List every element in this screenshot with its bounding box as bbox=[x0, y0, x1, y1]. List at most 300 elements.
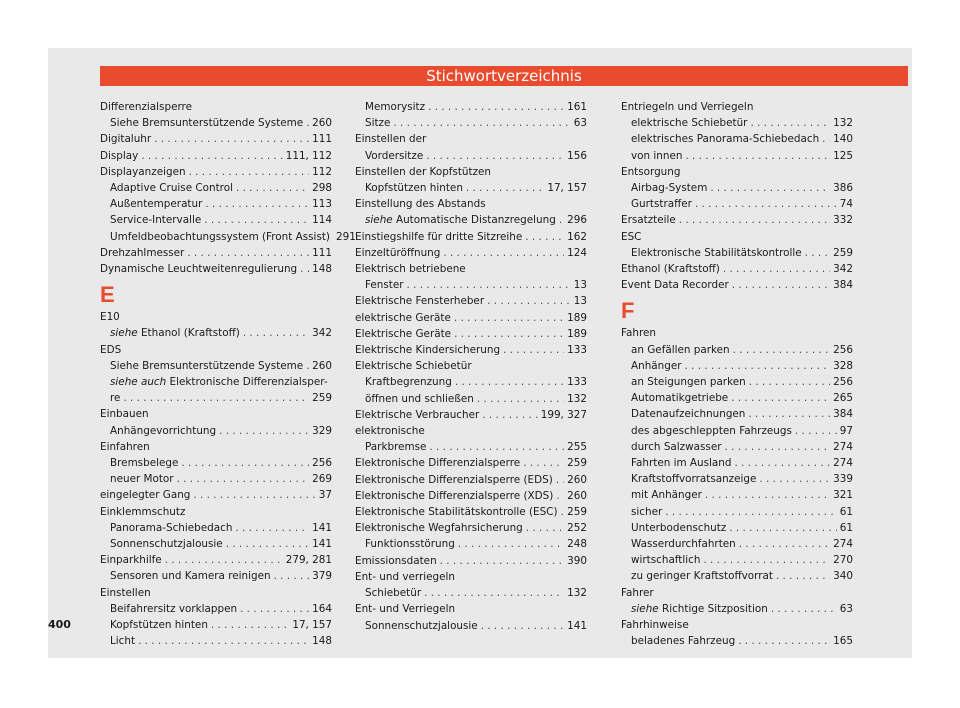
section-letter: F bbox=[621, 298, 635, 324]
entry-text: Schiebetür bbox=[365, 587, 422, 600]
index-subentry bbox=[621, 148, 853, 164]
entry-text: Funktionsstörung bbox=[365, 538, 455, 551]
leader-dots bbox=[455, 374, 564, 390]
page-ref: 148 bbox=[312, 263, 332, 276]
index-entry bbox=[100, 487, 332, 503]
entry-text: Elektronische Stabilitätskontrolle bbox=[631, 246, 802, 259]
page-ref: 141 bbox=[312, 521, 332, 534]
entry-label bbox=[110, 196, 202, 212]
page-ref: 270 bbox=[833, 554, 853, 567]
page-ref: 17, 157 bbox=[547, 182, 587, 195]
page-ref: 269 bbox=[312, 473, 332, 486]
entry-label bbox=[365, 277, 404, 293]
leader-dots bbox=[705, 487, 830, 503]
page-ref: 321 bbox=[833, 489, 853, 502]
leader-dots bbox=[429, 439, 564, 455]
entry-text: elektrisches Panorama-Schiebedach bbox=[631, 133, 820, 146]
entry-label bbox=[110, 536, 223, 552]
index-subentry bbox=[100, 568, 332, 584]
entry-label bbox=[621, 212, 676, 228]
entry-text: Sensoren und Kamera reinigen bbox=[110, 570, 271, 583]
leader-dots bbox=[407, 277, 571, 293]
index-entry bbox=[355, 407, 587, 423]
page-ref: 124 bbox=[567, 246, 587, 259]
entry-text: Fahrten im Ausland bbox=[631, 457, 732, 470]
entry-text: Displayanzeigen bbox=[100, 165, 186, 178]
index-heading: Elektrisch betriebene bbox=[355, 263, 466, 276]
page-ref: 342 bbox=[833, 263, 853, 276]
leader-dots bbox=[424, 585, 564, 601]
entry-label bbox=[100, 148, 138, 164]
leader-dots bbox=[665, 504, 837, 520]
entry-text: re bbox=[110, 392, 121, 405]
page-ref: 165 bbox=[833, 635, 853, 648]
leader-dots bbox=[481, 618, 564, 634]
entry-text: Siehe Bremsunterstützende Systeme bbox=[110, 117, 304, 130]
entry-label bbox=[631, 536, 736, 552]
entry-label bbox=[631, 504, 662, 520]
index-subentry bbox=[621, 342, 853, 358]
entry-label bbox=[365, 439, 426, 455]
index-subentry bbox=[621, 406, 853, 422]
index-subentry bbox=[621, 520, 853, 536]
page-ref: 252 bbox=[567, 522, 587, 535]
entry-text: Einzeltüröffnung bbox=[355, 246, 441, 259]
page-ref: 111 bbox=[312, 133, 332, 146]
leader-dots bbox=[454, 326, 564, 342]
page-ref: 274 bbox=[833, 457, 853, 470]
index-subentry bbox=[621, 423, 853, 439]
entry-text: Elektronische Stabilitätskontrolle (ESC) bbox=[355, 506, 558, 519]
index-heading: E10 bbox=[100, 311, 120, 324]
index-heading: Fahrhinweise bbox=[621, 619, 689, 632]
entry-text: Ethanol (Kraftstoff) bbox=[137, 327, 240, 340]
entry-label bbox=[110, 471, 174, 487]
leader-dots bbox=[526, 520, 564, 536]
page-ref: 162 bbox=[567, 230, 587, 243]
entry-text: Elektrische Kindersicherung bbox=[355, 344, 501, 357]
entry-label bbox=[365, 374, 452, 390]
index-subentry bbox=[100, 180, 332, 196]
leader-dots bbox=[732, 277, 830, 293]
index-entry bbox=[621, 277, 853, 293]
index-heading: Differenzialsperre bbox=[100, 101, 192, 113]
entry-text: Elektronische Differenzialsper- bbox=[166, 376, 328, 389]
entry-text: von innen bbox=[631, 149, 683, 162]
index-column-3 bbox=[621, 99, 853, 650]
page-ref: 274 bbox=[833, 538, 853, 551]
entry-label bbox=[631, 455, 731, 471]
leader-dots bbox=[733, 342, 831, 358]
index-heading: elektronische bbox=[355, 425, 425, 438]
entry-label bbox=[355, 455, 520, 471]
entry-text: elektrische Schiebetür bbox=[631, 117, 748, 130]
entry-label bbox=[110, 115, 303, 131]
entry-text: Kraftbegrenzung bbox=[365, 376, 452, 389]
page-ref: 384 bbox=[833, 279, 853, 292]
page-ref: 140 bbox=[833, 133, 853, 146]
index-heading: Ent- und verriegeln bbox=[355, 570, 455, 583]
entry-label bbox=[110, 180, 233, 196]
index-subentry bbox=[355, 391, 587, 407]
page-title: Stichwortverzeichnis bbox=[100, 66, 908, 86]
entry-label bbox=[100, 552, 162, 568]
index-heading: Fahrer bbox=[621, 586, 654, 599]
entry-text: Elektronische Differenzialsperre bbox=[355, 457, 521, 470]
index-subentry bbox=[621, 633, 853, 649]
entry-label bbox=[365, 115, 390, 131]
index-subentry bbox=[100, 212, 332, 228]
index-entry bbox=[355, 326, 587, 342]
page-ref: 256 bbox=[833, 376, 853, 389]
index-entry bbox=[100, 148, 332, 164]
entry-text: öffnen und schließen bbox=[365, 392, 474, 405]
leader-dots bbox=[679, 212, 830, 228]
see-reference-label: siehe bbox=[365, 214, 393, 227]
leader-dots bbox=[734, 455, 830, 471]
page-ref: 279, 281 bbox=[285, 554, 332, 567]
leader-dots bbox=[805, 245, 830, 261]
entry-label bbox=[110, 325, 240, 341]
index-heading: Einfahren bbox=[100, 440, 150, 453]
index-subentry bbox=[621, 568, 853, 584]
leader-dots bbox=[556, 472, 564, 488]
entry-text: Datenaufzeichnungen bbox=[631, 408, 746, 421]
index-entry bbox=[355, 310, 587, 326]
index-subentry bbox=[100, 196, 332, 212]
index-heading: Einstellung des Abstands bbox=[355, 198, 486, 211]
page-ref: 132 bbox=[567, 392, 587, 405]
entry-label bbox=[355, 342, 500, 358]
entry-text: Licht bbox=[110, 635, 136, 648]
index-subentry bbox=[621, 439, 853, 455]
index-entry bbox=[100, 245, 332, 261]
page-ref: 256 bbox=[833, 343, 853, 356]
index-heading: Ent- und Verriegeln bbox=[355, 603, 456, 616]
leader-dots bbox=[503, 342, 564, 358]
leader-dots bbox=[771, 601, 837, 617]
leader-dots bbox=[300, 261, 309, 277]
page-ref: 132 bbox=[833, 117, 853, 130]
leader-dots bbox=[211, 617, 289, 633]
index-subentry bbox=[355, 180, 587, 196]
index-subentry bbox=[621, 471, 853, 487]
entry-label bbox=[100, 261, 297, 277]
entry-label bbox=[365, 148, 423, 164]
index-subentry bbox=[100, 471, 332, 487]
index-heading: Einstellen der Kopfstützen bbox=[355, 165, 492, 178]
index-entry bbox=[355, 472, 587, 488]
index-subentry bbox=[355, 536, 587, 552]
leader-dots bbox=[795, 423, 837, 439]
page-ref: 340 bbox=[833, 570, 853, 583]
entry-label bbox=[631, 471, 756, 487]
page-ref: 255 bbox=[567, 441, 587, 454]
entry-text: des abgeschleppten Fahrzeugs bbox=[631, 424, 792, 437]
leader-dots bbox=[428, 99, 564, 115]
index-subentry bbox=[355, 212, 587, 228]
leader-dots bbox=[454, 310, 564, 326]
entry-label bbox=[631, 131, 819, 147]
index-column-2 bbox=[355, 99, 587, 634]
index-subentry bbox=[355, 618, 587, 634]
page-ref: 259 bbox=[567, 506, 587, 519]
leader-dots bbox=[443, 245, 564, 261]
leader-dots bbox=[243, 325, 309, 341]
leader-dots bbox=[725, 439, 831, 455]
index-subentry bbox=[355, 585, 587, 601]
entry-text: Service-Intervalle bbox=[110, 214, 202, 227]
entry-text: Einparkhilfe bbox=[100, 554, 162, 567]
leader-dots bbox=[482, 407, 537, 423]
page-ref: 342 bbox=[312, 327, 332, 340]
index-column-1 bbox=[100, 99, 356, 650]
page-ref: 161 bbox=[567, 101, 587, 113]
page-ref: 274 bbox=[833, 440, 853, 453]
entry-text: Anhängevorrichtung bbox=[110, 424, 217, 437]
entry-text: eingelegter Gang bbox=[100, 489, 191, 502]
index-page bbox=[48, 48, 912, 658]
leader-dots bbox=[306, 115, 309, 131]
entry-text: mit Anhänger bbox=[631, 489, 702, 502]
entry-text: Anhänger bbox=[631, 359, 682, 372]
index-subentry bbox=[100, 601, 332, 617]
entry-label bbox=[631, 245, 802, 261]
leader-dots bbox=[240, 601, 309, 617]
page-ref: 111 bbox=[312, 246, 332, 259]
entry-text: Elektronische Differenzialsperre (EDS) bbox=[355, 473, 553, 486]
page-ref: 113 bbox=[312, 198, 332, 211]
index-entry bbox=[100, 131, 332, 147]
entry-label bbox=[631, 390, 728, 406]
entry-label bbox=[100, 131, 151, 147]
index-entry-continued bbox=[100, 374, 332, 390]
leader-dots bbox=[193, 487, 315, 503]
leader-dots bbox=[219, 423, 309, 439]
entry-text: Sitze bbox=[365, 117, 391, 130]
entry-text: Airbag-System bbox=[631, 182, 708, 195]
entry-text: Digitaluhr bbox=[100, 133, 152, 146]
index-subentry bbox=[621, 245, 853, 261]
page-ref: 63 bbox=[839, 602, 853, 615]
leader-dots bbox=[187, 245, 309, 261]
entry-text: Siehe Bremsunterstützende Systeme bbox=[110, 359, 304, 372]
index-heading: Entsorgung bbox=[621, 165, 681, 178]
index-subentry bbox=[100, 358, 332, 374]
index-subentry bbox=[100, 423, 332, 439]
page-ref: 63 bbox=[573, 117, 587, 130]
index-entry bbox=[355, 553, 587, 569]
index-subentry bbox=[621, 115, 853, 131]
entry-label bbox=[110, 520, 232, 536]
page-ref: 133 bbox=[567, 376, 587, 389]
entry-text: Display bbox=[100, 149, 139, 162]
page-ref: 328 bbox=[833, 359, 853, 372]
index-entry bbox=[621, 212, 853, 228]
index-subentry bbox=[100, 390, 332, 406]
page-ref: 97 bbox=[839, 424, 853, 437]
leader-dots bbox=[236, 180, 309, 196]
page-ref: 329 bbox=[312, 424, 332, 437]
entry-label bbox=[631, 115, 747, 131]
entry-text: Emissionsdaten bbox=[355, 554, 437, 567]
entry-text: Fenster bbox=[365, 279, 404, 292]
page-ref: 296 bbox=[567, 214, 587, 227]
leader-dots bbox=[556, 488, 564, 504]
entry-text: Elektrische Geräte bbox=[355, 327, 452, 340]
entry-label bbox=[355, 310, 451, 326]
leader-dots bbox=[525, 229, 564, 245]
leader-dots bbox=[466, 180, 544, 196]
page-ref: 260 bbox=[567, 489, 587, 502]
page-ref: 114 bbox=[312, 214, 332, 227]
entry-label bbox=[365, 99, 425, 115]
page-ref: 156 bbox=[567, 149, 587, 162]
page-ref: 111, 112 bbox=[285, 149, 332, 162]
index-entry bbox=[621, 261, 853, 277]
entry-text: Kopfstützen hinten bbox=[110, 619, 208, 632]
page-ref: 259 bbox=[833, 246, 853, 259]
page-ref: 260 bbox=[312, 359, 332, 372]
entry-label bbox=[110, 633, 135, 649]
entry-label bbox=[100, 245, 184, 261]
entry-text: Dynamische Leuchtweitenregulierung bbox=[100, 263, 298, 276]
entry-label bbox=[631, 180, 707, 196]
entry-text: Richtige Sitzposition bbox=[658, 602, 768, 615]
leader-dots bbox=[561, 504, 565, 520]
index-subentry bbox=[355, 439, 587, 455]
entry-text: Unterbodenschutz bbox=[631, 521, 727, 534]
entry-label bbox=[110, 229, 330, 245]
page-ref: 384 bbox=[833, 408, 853, 421]
entry-text: neuer Motor bbox=[110, 473, 174, 486]
index-heading: ESC bbox=[621, 230, 642, 243]
leader-dots bbox=[776, 568, 830, 584]
page-ref: 265 bbox=[833, 392, 853, 405]
entry-label bbox=[365, 618, 478, 634]
index-entry bbox=[355, 520, 587, 536]
index-subentry bbox=[621, 390, 853, 406]
page-ref: 141 bbox=[312, 538, 332, 551]
leader-dots bbox=[750, 115, 830, 131]
leader-dots bbox=[710, 180, 830, 196]
page-ref: 332 bbox=[833, 214, 853, 227]
page-ref: 37 bbox=[318, 489, 332, 502]
entry-label bbox=[621, 261, 720, 277]
entry-label bbox=[631, 633, 735, 649]
entry-text: an Steigungen parken bbox=[631, 376, 746, 389]
leader-dots bbox=[458, 536, 564, 552]
entry-text: Einstiegshilfe für dritte Sitzreihe bbox=[355, 230, 523, 243]
entry-text: elektrische Geräte bbox=[355, 311, 451, 324]
leader-dots bbox=[729, 520, 836, 536]
index-subentry bbox=[100, 115, 332, 131]
entry-text: Parkbremse bbox=[365, 441, 427, 454]
index-subentry bbox=[621, 487, 853, 503]
index-subentry bbox=[355, 99, 587, 115]
leader-dots bbox=[138, 633, 309, 649]
leader-dots bbox=[235, 520, 309, 536]
index-subentry bbox=[355, 148, 587, 164]
index-heading: Entriegeln und Verriegeln bbox=[621, 101, 754, 113]
entry-label bbox=[631, 568, 773, 584]
entry-label bbox=[355, 245, 440, 261]
entry-label bbox=[631, 196, 692, 212]
entry-text: wirtschaftlich bbox=[631, 554, 701, 567]
entry-text: Außentemperatur bbox=[110, 198, 203, 211]
page-ref: 298 bbox=[312, 182, 332, 195]
leader-dots bbox=[748, 406, 830, 422]
index-subentry bbox=[621, 358, 853, 374]
index-heading: Fahren bbox=[621, 327, 656, 340]
index-entry bbox=[355, 455, 587, 471]
entry-label bbox=[631, 406, 745, 422]
see-reference-label: siehe bbox=[631, 602, 659, 615]
index-subentry bbox=[621, 374, 853, 390]
entry-label bbox=[365, 536, 455, 552]
leader-dots bbox=[154, 131, 309, 147]
index-subentry bbox=[100, 633, 332, 649]
entry-label bbox=[631, 439, 722, 455]
leader-dots bbox=[685, 358, 831, 374]
entry-text: durch Salzwasser bbox=[631, 440, 722, 453]
entry-label bbox=[355, 488, 553, 504]
index-subentry bbox=[100, 536, 332, 552]
page-ref: 291 bbox=[336, 230, 356, 243]
entry-label bbox=[365, 212, 556, 228]
page-ref: 379 bbox=[312, 570, 332, 583]
index-heading: EDS bbox=[100, 343, 122, 356]
entry-text: Adaptive Cruise Control bbox=[110, 182, 233, 195]
index-subentry bbox=[621, 536, 853, 552]
entry-label bbox=[110, 617, 208, 633]
entry-label bbox=[110, 390, 120, 406]
entry-text: Beifahrersitz vorklappen bbox=[110, 602, 238, 615]
entry-label bbox=[110, 568, 271, 584]
entry-label bbox=[631, 487, 702, 503]
page-ref: 248 bbox=[567, 538, 587, 551]
section-letter: E bbox=[100, 282, 115, 308]
index-subentry bbox=[621, 504, 853, 520]
entry-label bbox=[631, 148, 682, 164]
see-reference-label: siehe bbox=[110, 327, 138, 340]
entry-label bbox=[355, 293, 484, 309]
page-ref: 260 bbox=[567, 473, 587, 486]
entry-text: Sonnenschutzjalousie bbox=[365, 619, 478, 632]
index-heading: Einbauen bbox=[100, 408, 149, 421]
page-ref: 132 bbox=[567, 587, 587, 600]
index-subentry bbox=[621, 180, 853, 196]
leader-dots bbox=[723, 261, 830, 277]
index-entry bbox=[100, 261, 332, 277]
entry-text: Automatikgetriebe bbox=[631, 392, 729, 405]
page-number: 400 bbox=[48, 618, 71, 631]
leader-dots bbox=[181, 455, 309, 471]
leader-dots bbox=[274, 568, 310, 584]
index-entry bbox=[100, 164, 332, 180]
entry-text: sicher bbox=[631, 505, 663, 518]
entry-label bbox=[355, 553, 437, 569]
entry-text: Umfeldbeobachtungssystem (Front Assist) bbox=[110, 230, 330, 243]
leader-dots bbox=[426, 148, 564, 164]
entry-text: an Gefällen parken bbox=[631, 343, 730, 356]
leader-dots bbox=[177, 471, 310, 487]
leader-dots bbox=[731, 390, 830, 406]
leader-dots bbox=[440, 553, 564, 569]
entry-label bbox=[631, 520, 726, 536]
leader-dots bbox=[749, 374, 830, 390]
page-ref: 148 bbox=[312, 635, 332, 648]
